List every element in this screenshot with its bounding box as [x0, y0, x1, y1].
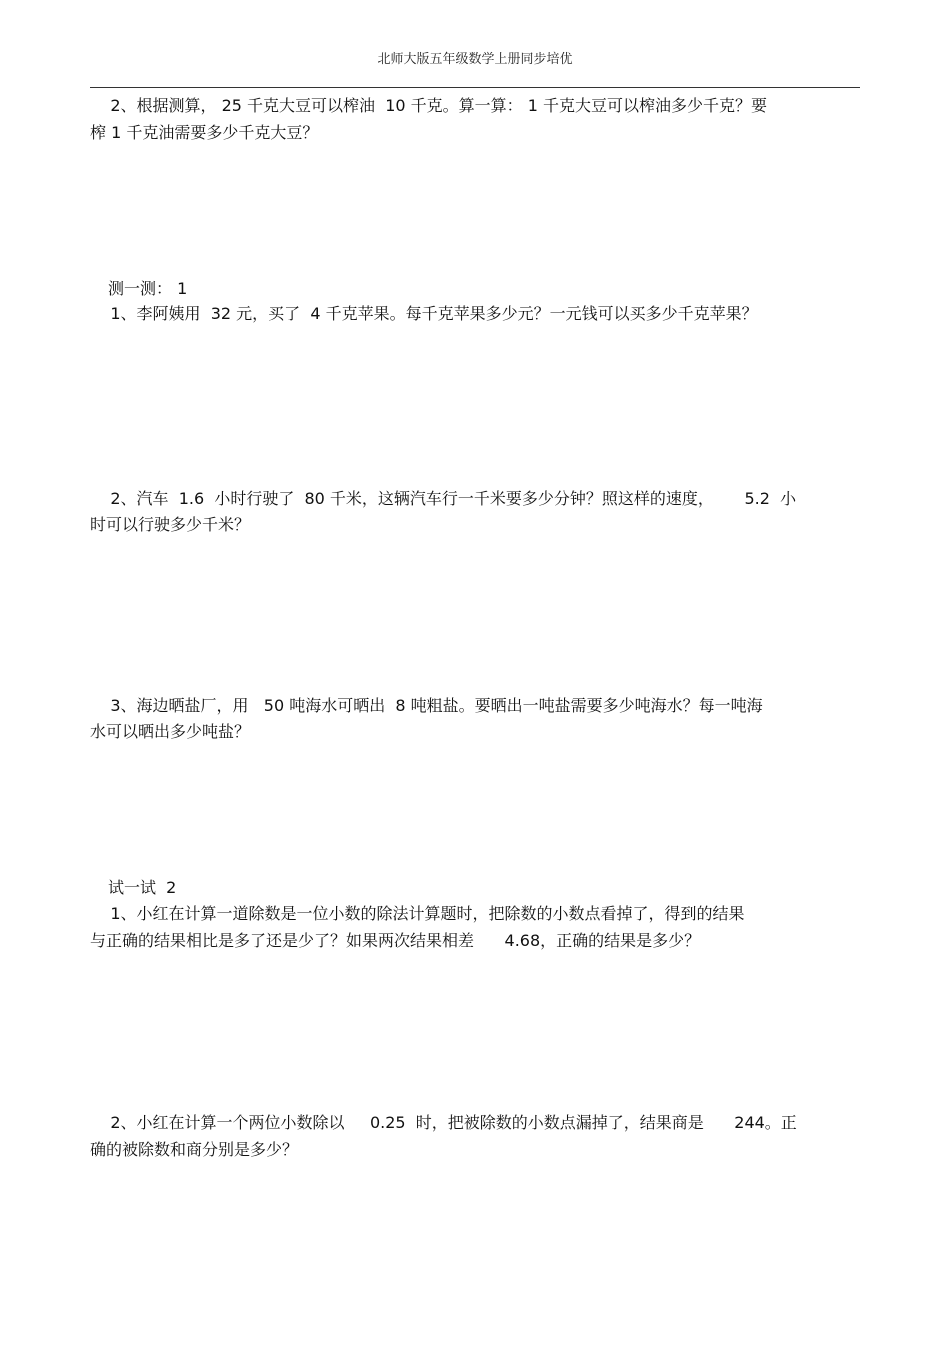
test-question-2-line-1: 2、汽车 1.6 小时行驶了 80 千米，这辆汽车行一千米要多少分钟？照这样的速度， 5.2 小: [90, 489, 797, 508]
try-question-2-line-2: 确的被除数和商分别是多少？: [90, 1140, 299, 1159]
problem-2-line-2: 榨 1 千克油需要多少千克大豆？: [90, 123, 319, 142]
test-question-3-line-1: 3、海边晒盐厂，用 50 吨海水可晒出 8 吨粗盐。要晒出一吨盐需要多少吨海水？每一吨海: [90, 696, 763, 715]
test-question-3-line-2: 水可以晒出多少吨盐？: [90, 722, 251, 741]
page-header: 北师大版五年级数学上册同步培优: [377, 52, 573, 67]
test-question-1: 1、李阿姨用 32 元，买了 4 千克苹果。每千克苹果多少元？一元钱可以买多少千克苹果？: [90, 304, 758, 323]
section-title-try: 试一试 2: [108, 878, 177, 897]
section-title-test: 测一测： 1: [108, 279, 188, 298]
test-question-2-line-2: 时可以行驶多少千米？: [90, 515, 251, 534]
try-question-1-line-1: 1、小红在计算一道除数是一位小数的除法计算题时，把除数的小数点看掉了，得到的结果: [90, 904, 745, 923]
try-question-1-line-2: 与正确的结果相比是多了还是少了？如果两次结果相差 4.68，正确的结果是多少？: [90, 931, 701, 950]
problem-2-line-1: 2、根据测算， 25 千克大豆可以榨油 10 千克。算一算： 1 千克大豆可以榨油多少千克？要: [90, 96, 768, 115]
try-question-2-line-1: 2、小红在计算一个两位小数除以 0.25 时，把被除数的小数点漏掉了，结果商是 244。正: [90, 1113, 797, 1132]
header-rule: [90, 87, 860, 88]
